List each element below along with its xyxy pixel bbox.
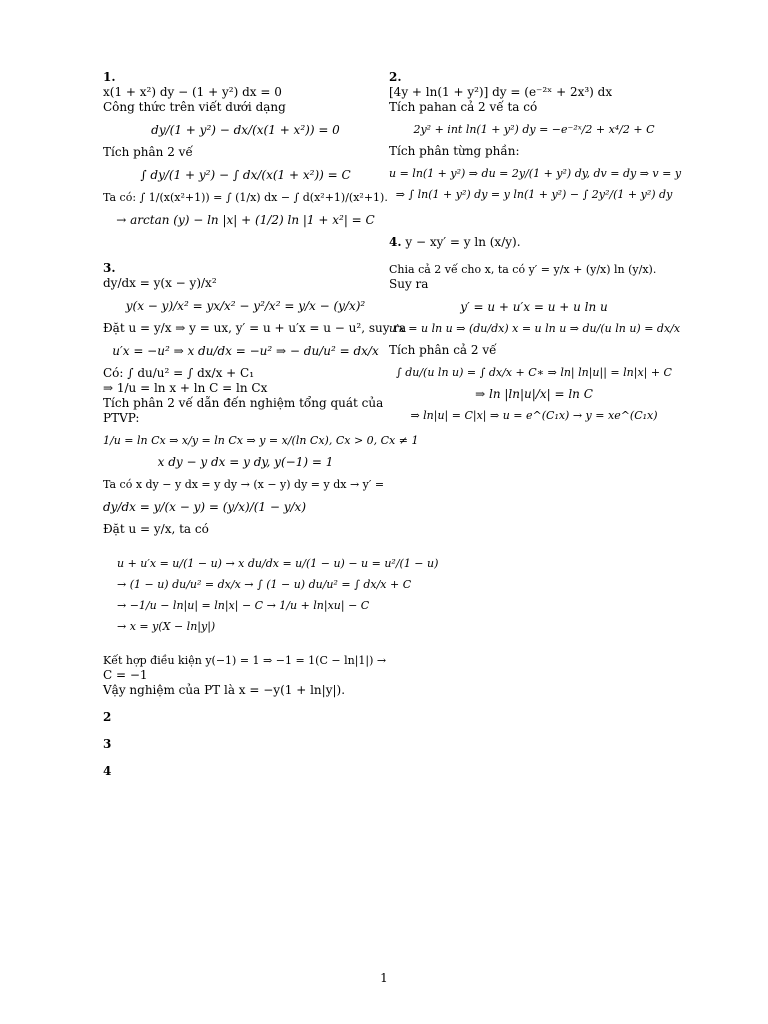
problem-3-second-equation: x dy − y dx = y dy, y(−1) = 1 <box>157 455 334 469</box>
page-number: 1 <box>380 971 388 985</box>
problem-1-text: Công thức trên viết dưới dạng <box>103 100 286 114</box>
problem-1-result: → arctan (y) − ln |x| + (1/2) ln |1 + x²| = C <box>116 213 375 227</box>
problem-4-text: Suy ra <box>389 277 429 291</box>
problem-3-equation: dy/dx = y(x − y)/x² <box>103 276 217 290</box>
problem-1-integral-equation: ∫ dy/(1 + y²) − ∫ dx/(x(1 + x²)) = C <box>140 168 351 182</box>
problem-4-number: 4. <box>389 235 402 249</box>
problem-2-equation: [4y + ln(1 + y²)] dy = (e⁻²ˣ + 2x³) dx <box>389 85 613 99</box>
problem-2-text: Tích pahan cả 2 vế ta có <box>389 100 538 114</box>
problem-1-text: Ta có: ∫ 1/(x(x²+1)) = ∫ (1/x) dx − ∫ d(x²+1)/(x²+1). <box>103 191 388 204</box>
section-heading-4: 4 <box>103 764 112 778</box>
problem-3-text: PTVP: <box>103 411 140 425</box>
problem-3-text: ⇒ 1/u = ln x + ln C = ln Cx <box>103 381 268 395</box>
problem-4-text: Tích phân cả 2 vế <box>389 343 497 357</box>
problem-3-text: Có: ∫ du/u² = ∫ dx/x + C₁ <box>103 366 255 380</box>
problem-3-general-solution: 1/u = ln Cx ⇒ x/y = ln Cx ⇒ y = x/(ln Cx), Cx > 0, Cx ≠ 1 <box>103 434 419 447</box>
problem-3-equation: dy/dx = y/(x − y) = (y/x)/(1 − y/x) <box>103 500 307 514</box>
problem-4-text: Chia cả 2 vế cho x, ta có y′ = y/x + (y/x) ln (y/x). <box>389 263 657 276</box>
problem-1-text: Tích phân 2 vế <box>103 145 193 159</box>
problem-3-text: C = −1 <box>103 668 148 682</box>
problem-3-text: Đặt u = y/x ⇒ y = ux, y′ = u + u′x = u − u², suy ra <box>103 321 407 335</box>
problem-2-integrated-equation: 2y² + int ln(1 + y²) dy = −e⁻²ˣ/2 + x⁴/2 + C <box>413 123 655 136</box>
problem-4-title <box>389 235 679 250</box>
problem-3-text: Tích phân 2 vế dẫn đến nghiệm tổng quát của <box>103 396 384 410</box>
problem-2-text: Tích phân từng phần: <box>389 144 520 158</box>
problem-3-text: Ta có x dy − y dx = y dy → (x − y) dy = y dx → y′ = <box>103 478 385 491</box>
problem-3-derivation-step: → (1 − u) du/u² = dx/x → ∫ (1 − u) du/u² = ∫ dx/x + C <box>117 578 412 591</box>
left-column <box>103 70 439 779</box>
problem-1-equation: x(1 + x²) dy − (1 + y²) dx = 0 <box>103 85 282 99</box>
section-heading-3: 3 <box>103 737 112 751</box>
problem-4-separation: u′x = u ln u ⇒ (du/dx) x = u ln u ⇒ du/(u ln u) = dx/x <box>389 322 681 335</box>
problem-4-substitution: y′ = u + u′x = u + u ln u <box>460 300 608 314</box>
problem-3-conclusion: Vậy nghiệm của PT là x = −y(1 + ln|y|). <box>103 683 346 697</box>
problem-1-separated-equation: dy/(1 + y²) − dx/(x(1 + x²)) = 0 <box>151 123 340 137</box>
problem-4-solution: ⇒ ln|u| = C|x| ⇒ u = e^(C₁x) → y = xe^(C₁x) <box>410 409 658 422</box>
problem-1-number: 1. <box>103 70 116 84</box>
problem-3-equation: u′x = −u² ⇒ x du/dx = −u² ⇒ − du/u² = dx/x <box>112 344 379 358</box>
problem-4-integral: ∫ du/(u ln u) = ∫ dx/x + C∗ ⇒ ln| ln|u|| = ln|x| + C <box>396 366 672 379</box>
problem-4-step: ⇒ ln |ln|u|/x| = ln C <box>475 387 593 401</box>
problem-3-text: Đặt u = y/x, ta có <box>103 522 209 536</box>
section-heading-2: 2 <box>103 710 112 724</box>
problem-3-number: 3. <box>103 261 116 275</box>
problem-2-substitution: u = ln(1 + y²) ⇒ du = 2y/(1 + y²) dy, dv = dy ⇒ v = y <box>389 167 682 180</box>
problem-3-expansion: y(x − y)/x² = yx/x² − y²/x² = y/x − (y/x)² <box>125 299 366 313</box>
right-column <box>389 70 682 430</box>
problem-2-parts-result: ⇒ ∫ ln(1 + y²) dy = y ln(1 + y²) − ∫ 2y²/(1 + y²) dy <box>395 188 673 201</box>
problem-3-derivation-step: → x = y(X − ln|y|) <box>117 620 216 633</box>
problem-4-equation: y − xy′ = y ln (x/y). <box>405 235 521 249</box>
problem-2-number: 2. <box>389 70 402 84</box>
problem-3-text: Kết hợp điều kiện y(−1) = 1 ⇒ −1 = 1(C − ln|1|) → <box>103 654 387 667</box>
problem-3-derivation-step: → −1/u − ln|u| = ln|x| − C → 1/u + ln|xu| − C <box>117 599 370 612</box>
problem-3-derivation-step: u + u′x = u/(1 − u) → x du/dx = u/(1 − u) − u = u²/(1 − u) <box>117 557 439 570</box>
